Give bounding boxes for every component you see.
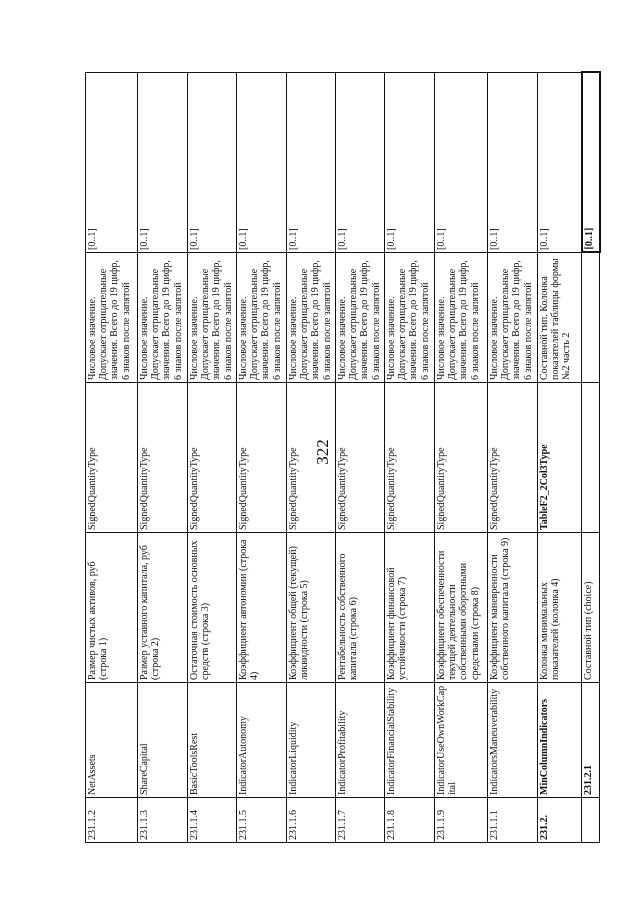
row-name: IndicatorProfitability (336, 683, 385, 798)
row-description: Коэффициент финансовой устойчивости (строка 7) (385, 533, 435, 683)
table-row (287, 73, 336, 843)
row-name: IndicatorFinancialStability (385, 683, 435, 798)
row-note: Числовое значение. Допускает отрицательные значения. Всего до 19 цифр, 6 знаков после запятой (138, 253, 188, 383)
row-name: IndicatorUseOwnWorkCapital (435, 683, 488, 798)
row-type: SignedQuantityType (488, 383, 538, 533)
row-type: SignedQuantityType (385, 383, 435, 533)
row-note: Числовое значение. Допускает отрицательные значения. Всего до 19 цифр, 6 знаков после запятой (435, 253, 488, 383)
row-description: Размер уставного капитала, руб (строка 2) (138, 533, 188, 683)
row-description: Коэффициент маневренности собственного капитала (строка 9) (488, 533, 538, 683)
choice-type-empty (582, 383, 600, 533)
group-id: 231.2. (538, 798, 582, 843)
row-type: SignedQuantityType (435, 383, 488, 533)
table-row (435, 73, 488, 843)
row-description: Коэффициент общей (текущей) ликвидности (строка 5) (287, 533, 336, 683)
row-note: Числовое значение. Допускает отрицательные значения. Всего до 19 цифр, 6 знаков после запятой (86, 253, 138, 383)
row-note: Числовое значение. Допускает отрицательные значения. Всего до 19 цифр, 6 знаков после запятой (488, 253, 538, 383)
row-note: Числовое значение. Допускает отрицательные значения. Всего до 19 цифр, 6 знаков после запятой (287, 253, 336, 383)
row-cardinality: [0..1] (435, 73, 488, 253)
row-note: Числовое значение. Допускает отрицательные значения. Всего до 19 цифр, 6 знаков после запятой (237, 253, 287, 383)
row-cardinality: [0..1] (287, 73, 336, 253)
row-description: Коэффициент автономии (строка 4) (237, 533, 287, 683)
row-id: 231.1.4 (188, 798, 237, 843)
row-cardinality: [0..1] (138, 73, 188, 253)
group-note: Составной тип. Колонка показателей таблицы формы №2 часть 2 (538, 253, 582, 383)
row-cardinality: [0..1] (488, 73, 538, 253)
group-row (538, 73, 582, 843)
table-row (336, 73, 385, 843)
group-name: MinColumnIndicators (538, 683, 582, 798)
page-number-text: 322 (313, 439, 332, 465)
group-type: TableF2_2Col3Type (538, 383, 582, 533)
row-cardinality: [0..1] (188, 73, 237, 253)
row-type: SignedQuantityType (138, 383, 188, 533)
row-id: 231.1.3 (138, 798, 188, 843)
row-id: 231.1.6 (287, 798, 336, 843)
choice-description: Составной тип (choice) (582, 533, 600, 683)
row-id: 231.1.9 (435, 798, 488, 843)
row-cardinality: [0..1] (385, 73, 435, 253)
group-description: Колонка минимальных показателей (колонка 4) (538, 533, 582, 683)
choice-row (582, 73, 600, 843)
choice-empty (582, 798, 600, 843)
choice-id: 231.2.1 (582, 683, 600, 798)
choice-note-empty (582, 253, 600, 383)
row-name: IndicatorLiquidity (287, 683, 336, 798)
row-id: 231.1.1 (488, 798, 538, 843)
table-row (488, 73, 538, 843)
table-row (237, 73, 287, 843)
row-type: SignedQuantityType (237, 383, 287, 533)
row-id: 231.1.8 (385, 798, 435, 843)
row-description: Рентабельность собственного капитала (строка 6) (336, 533, 385, 683)
row-cardinality: [0..1] (237, 73, 287, 253)
table-row (385, 73, 435, 843)
row-description: Остаточная стоимость основных средств (строка 3) (188, 533, 237, 683)
row-type: SignedQuantityType (287, 383, 336, 533)
table-row (138, 73, 188, 843)
row-type: SignedQuantityType (336, 383, 385, 533)
rotated-table (85, 73, 595, 843)
row-id: 231.1.2 (86, 798, 138, 843)
row-name: ShareCapital (138, 683, 188, 798)
row-id: 231.1.7 (336, 798, 385, 843)
row-type: SignedQuantityType (188, 383, 237, 533)
row-note: Числовое значение. Допускает отрицательные значения. Всего до 19 цифр, 6 знаков после запятой (188, 253, 237, 383)
row-name: IndicatorAutonomy (237, 683, 287, 798)
row-description: Коэффициент обеспеченности текущей деятельности собственными оборотными средствами (строка 8) (435, 533, 488, 683)
row-cardinality: [0..1] (86, 73, 138, 253)
row-name: NetAssets (86, 683, 138, 798)
row-type: SignedQuantityType (86, 383, 138, 533)
row-name: IndicatorsManeuverability (488, 683, 538, 798)
spec-table-container (85, 73, 595, 843)
row-note: Числовое значение. Допускает отрицательные значения. Всего до 19 цифр, 6 знаков после запятой (385, 253, 435, 383)
spec-table (85, 72, 601, 844)
choice-cardinality: [0..1] (582, 73, 600, 253)
row-name: BasicToolsRest (188, 683, 237, 798)
row-description: Размер чистых активов, руб (строка 1) (86, 533, 138, 683)
group-cardinality: [0..1] (538, 73, 582, 253)
table-row (86, 73, 138, 843)
row-id: 231.1.5 (237, 798, 287, 843)
row-note: Числовое значение. Допускает отрицательные значения. Всего до 19 цифр, 6 знаков после запятой (336, 253, 385, 383)
row-cardinality: [0..1] (336, 73, 385, 253)
spec-table-body (86, 73, 600, 843)
table-row (188, 73, 237, 843)
